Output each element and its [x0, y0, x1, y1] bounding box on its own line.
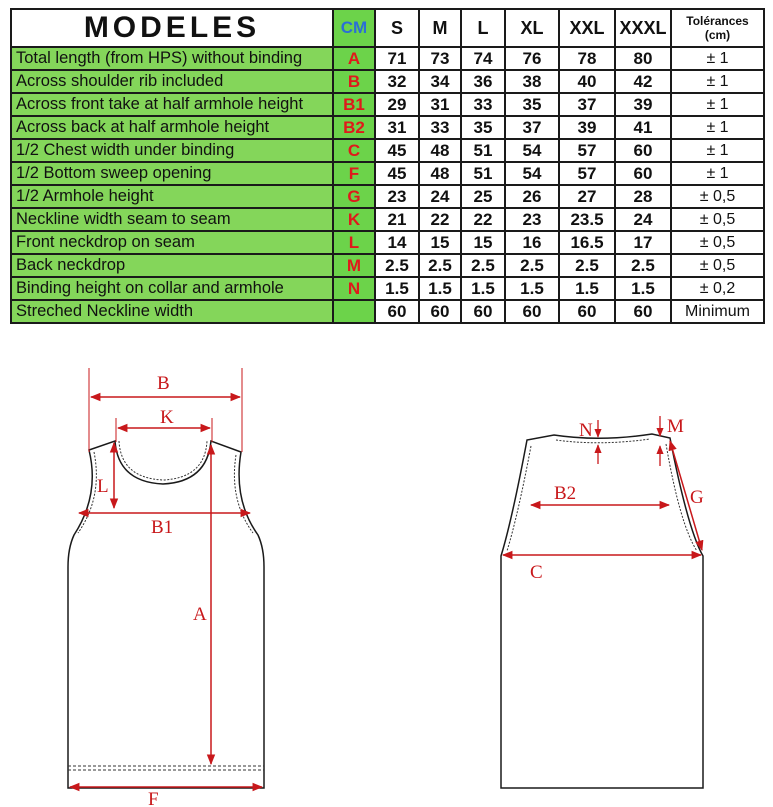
tolerance-value: ± 1 — [671, 116, 764, 139]
size-value-xl: 76 — [505, 47, 559, 70]
size-value-xxxl: 60 — [615, 162, 671, 185]
size-value-xxxl: 28 — [615, 185, 671, 208]
size-header-xl: XL — [505, 9, 559, 47]
size-value-xxxl: 60 — [615, 300, 671, 323]
size-value-xl: 37 — [505, 116, 559, 139]
size-value-xxxl: 39 — [615, 93, 671, 116]
size-value-xxl: 27 — [559, 185, 615, 208]
measurement-label: Total length (from HPS) without binding — [11, 47, 333, 70]
tolerance-value: ± 1 — [671, 70, 764, 93]
measurement-code: B2 — [333, 116, 375, 139]
label-b: B — [157, 373, 170, 394]
tolerance-value: ± 1 — [671, 162, 764, 185]
measurement-code: L — [333, 231, 375, 254]
size-value-s: 31 — [375, 116, 419, 139]
size-value-xxl: 16.5 — [559, 231, 615, 254]
label-k: K — [160, 407, 174, 428]
size-value-m: 48 — [419, 139, 461, 162]
size-value-xl: 54 — [505, 162, 559, 185]
size-value-s: 14 — [375, 231, 419, 254]
measurement-label: Across back at half armhole height — [11, 116, 333, 139]
measurement-label: Back neckdrop — [11, 254, 333, 277]
label-b2: B2 — [554, 483, 577, 504]
size-value-xxxl: 80 — [615, 47, 671, 70]
size-value-m: 73 — [419, 47, 461, 70]
size-value-xl: 60 — [505, 300, 559, 323]
measurement-code: C — [333, 139, 375, 162]
size-header-l: L — [461, 9, 505, 47]
size-value-xxl: 39 — [559, 116, 615, 139]
back-body-outline — [501, 434, 703, 788]
size-value-l: 36 — [461, 70, 505, 93]
tolerance-value: ± 0,2 — [671, 277, 764, 300]
measurement-code: F — [333, 162, 375, 185]
size-value-xxxl: 24 — [615, 208, 671, 231]
size-value-s: 45 — [375, 162, 419, 185]
measurement-code: B1 — [333, 93, 375, 116]
measurement-code: N — [333, 277, 375, 300]
size-value-l: 2.5 — [461, 254, 505, 277]
table-title: MODELES — [11, 9, 333, 47]
size-value-xxl: 23.5 — [559, 208, 615, 231]
tolerance-header-title: Tolérances — [686, 14, 749, 28]
size-value-m: 22 — [419, 208, 461, 231]
size-value-l: 74 — [461, 47, 505, 70]
label-m: M — [667, 416, 684, 437]
size-value-s: 21 — [375, 208, 419, 231]
size-value-xl: 38 — [505, 70, 559, 93]
size-value-xl: 35 — [505, 93, 559, 116]
measurement-label: 1/2 Chest width under binding — [11, 139, 333, 162]
tolerance-value: ± 1 — [671, 139, 764, 162]
label-b1: B1 — [151, 517, 174, 538]
tolerance-value: ± 1 — [671, 47, 764, 70]
size-value-xl: 26 — [505, 185, 559, 208]
size-value-s: 32 — [375, 70, 419, 93]
size-value-l: 15 — [461, 231, 505, 254]
size-value-m: 2.5 — [419, 254, 461, 277]
size-value-m: 48 — [419, 162, 461, 185]
measurement-label: Streched Neckline width — [11, 300, 333, 323]
tolerance-value: ± 0,5 — [671, 185, 764, 208]
label-a: A — [193, 604, 207, 625]
size-value-xl: 54 — [505, 139, 559, 162]
size-value-xxl: 2.5 — [559, 254, 615, 277]
size-value-m: 24 — [419, 185, 461, 208]
measurement-label: 1/2 Armhole height — [11, 185, 333, 208]
size-value-xxl: 37 — [559, 93, 615, 116]
size-value-xxxl: 41 — [615, 116, 671, 139]
size-value-xxxl: 17 — [615, 231, 671, 254]
back-armhole-binding-left — [507, 446, 531, 551]
measurement-code: K — [333, 208, 375, 231]
size-value-s: 71 — [375, 47, 419, 70]
tolerance-value: Minimum — [671, 300, 764, 323]
back-view-diagram — [501, 416, 704, 788]
measurement-label: Across shoulder rib included — [11, 70, 333, 93]
back-neck-binding — [556, 439, 650, 443]
measurement-label: 1/2 Bottom sweep opening — [11, 162, 333, 185]
measurement-code: A — [333, 47, 375, 70]
size-value-xxl: 57 — [559, 162, 615, 185]
measurement-label: Binding height on collar and armhole — [11, 277, 333, 300]
tolerance-value: ± 0,5 — [671, 208, 764, 231]
size-value-l: 60 — [461, 300, 505, 323]
size-value-xxxl: 60 — [615, 139, 671, 162]
tolerance-value: ± 0,5 — [671, 254, 764, 277]
label-l: L — [97, 476, 109, 497]
size-header-xxl: XXL — [559, 9, 615, 47]
size-value-xxl: 1.5 — [559, 277, 615, 300]
size-value-xxl: 57 — [559, 139, 615, 162]
size-value-xxl: 60 — [559, 300, 615, 323]
front-armhole-binding-left — [78, 452, 96, 533]
label-n: N — [579, 420, 593, 441]
label-g: G — [690, 487, 704, 508]
size-value-xxl: 40 — [559, 70, 615, 93]
size-value-xl: 2.5 — [505, 254, 559, 277]
size-value-m: 1.5 — [419, 277, 461, 300]
size-value-xxxl: 42 — [615, 70, 671, 93]
size-value-m: 34 — [419, 70, 461, 93]
label-c: C — [530, 562, 543, 583]
size-value-xl: 16 — [505, 231, 559, 254]
measurement-label: Front neckdrop on seam — [11, 231, 333, 254]
measurement-code: G — [333, 185, 375, 208]
size-header-m: M — [419, 9, 461, 47]
size-value-s: 1.5 — [375, 277, 419, 300]
size-header-s: S — [375, 9, 419, 47]
size-value-l: 35 — [461, 116, 505, 139]
label-f: F — [148, 789, 159, 807]
size-value-xl: 23 — [505, 208, 559, 231]
tolerance-value: ± 1 — [671, 93, 764, 116]
size-value-m: 15 — [419, 231, 461, 254]
measurement-code: B — [333, 70, 375, 93]
size-value-xl: 1.5 — [505, 277, 559, 300]
size-value-s: 60 — [375, 300, 419, 323]
size-value-xxl: 78 — [559, 47, 615, 70]
size-value-l: 1.5 — [461, 277, 505, 300]
size-value-m: 31 — [419, 93, 461, 116]
size-value-m: 60 — [419, 300, 461, 323]
size-value-m: 33 — [419, 116, 461, 139]
size-value-xxxl: 2.5 — [615, 254, 671, 277]
size-header-xxxl: XXXL — [615, 9, 671, 47]
measurement-code: M — [333, 254, 375, 277]
size-value-s: 29 — [375, 93, 419, 116]
tolerance-value: ± 0,5 — [671, 231, 764, 254]
measurement-label: Neckline width seam to seam — [11, 208, 333, 231]
size-value-s: 23 — [375, 185, 419, 208]
size-value-l: 33 — [461, 93, 505, 116]
size-value-l: 25 — [461, 185, 505, 208]
measurement-label: Across front take at half armhole height — [11, 93, 333, 116]
size-value-l: 51 — [461, 162, 505, 185]
size-value-l: 22 — [461, 208, 505, 231]
size-value-s: 2.5 — [375, 254, 419, 277]
tolerance-header-unit: (cm) — [704, 28, 731, 42]
size-value-xxxl: 1.5 — [615, 277, 671, 300]
size-value-l: 51 — [461, 139, 505, 162]
cm-unit-header: CM — [333, 9, 375, 47]
front-view-diagram — [68, 368, 264, 807]
size-value-s: 45 — [375, 139, 419, 162]
